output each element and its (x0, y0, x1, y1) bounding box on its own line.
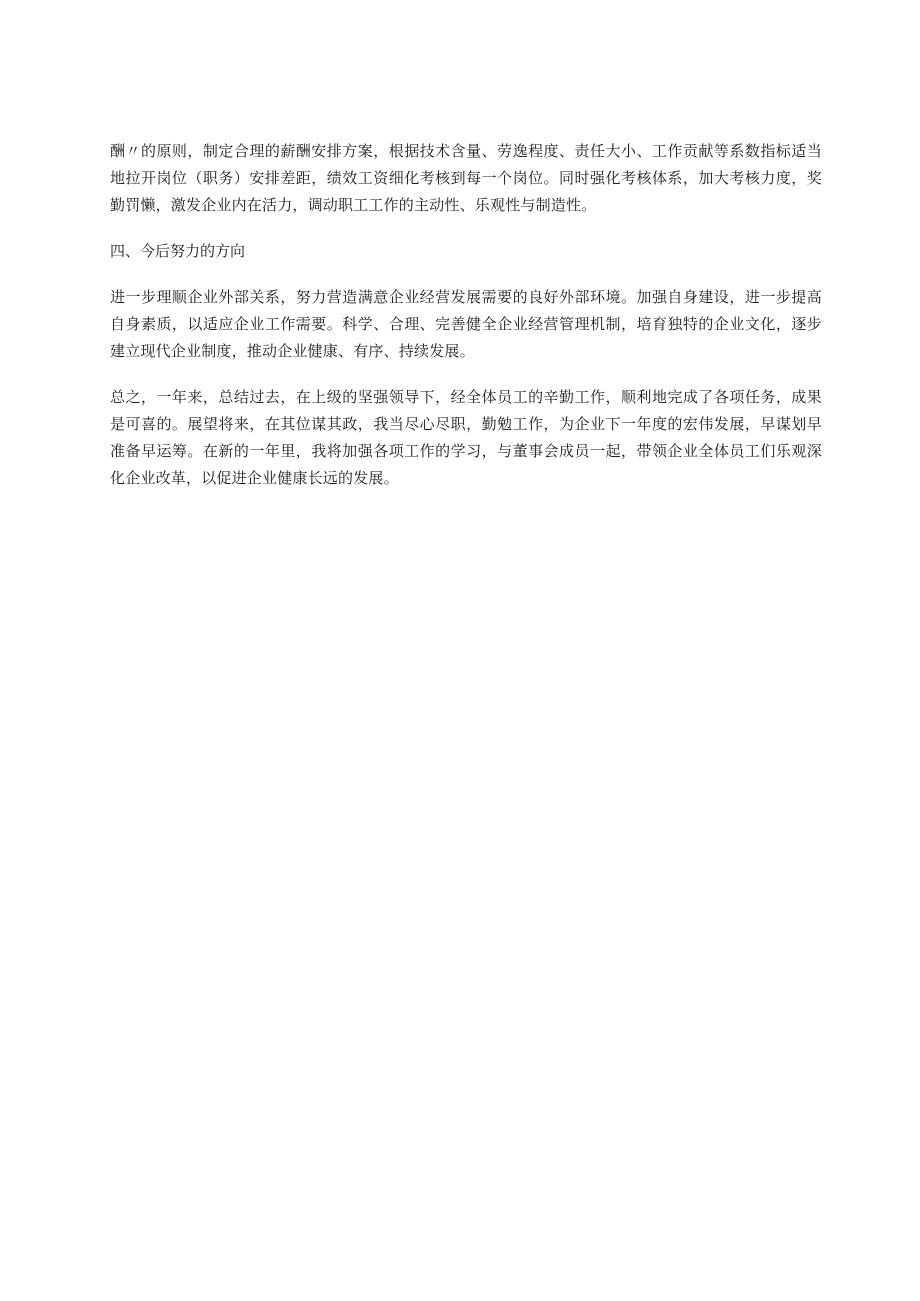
document-body (110, 138, 822, 492)
paragraph-conclusion: 总之，一年来，总结过去，在上级的坚强领导下，经全体员工的辛勤工作，顺利地完成了各项任务，成果是可喜的。展望将来，在其位谋其政，我当尽心尽职，勤勉工作，为企业下一年度的宏伟发展，早谋划早准备早运筹。在新的一年里，我将加强各项工作的学习，与董事会成员一起，带领企业全体员工们乐观深化企业改革，以促进企业健康长远的发展。 (110, 388, 822, 487)
section-heading-future-direction: 四、今后努力的方向 (110, 242, 246, 260)
paragraph-future-direction: 进一步理顺企业外部关系，努力营造满意企业经营发展需要的良好外部环境。加强自身建设，进一步提高自身素质，以适应企业工作需要。科学、合理、完善健全企业经营管理机制，培育独特的企业文化，逐步建立现代企业制度，推动企业健康、有序、持续发展。 (110, 288, 822, 360)
paragraph-salary-principle: 酬〃的原则，制定合理的薪酬安排方案，根据技术含量、劳逸程度、责任大小、工作贡献等系数指标适当地拉开岗位（职务）安排差距，绩效工资细化考核到每一个岗位。同时强化考核体系，加大考核力度，奖勤罚懒，激发企业内在活力，调动职工工作的主动性、乐观性与制造性。 (110, 142, 822, 214)
